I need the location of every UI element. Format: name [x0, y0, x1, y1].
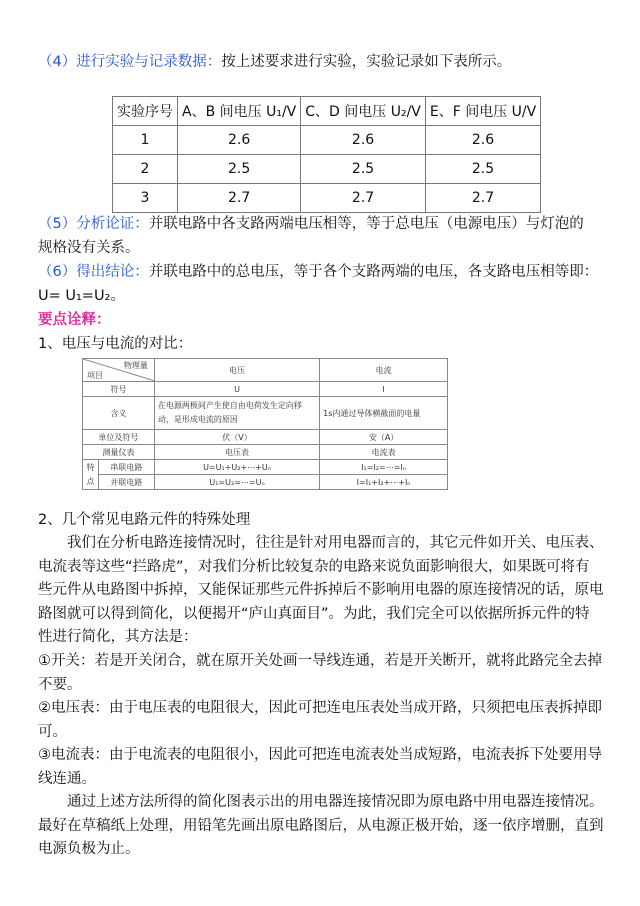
paragraph-1-text: 我们在分析电路连接情况时，往往是针对用电器而言的，其它元件如开关、电压表、电流表等这些“拦路虎”，对我们分析比较复杂的电路来说负面影响很大，如果既可将有些元件从电路图中拆掉，又能保证那些元件拆掉后不影响用电器的原连接情况的话，原电路图就可以得到简化，以便揭开“庐山真面目”。为此，我们完全可以依据所拆元件的特性进行简化，其方法是：: [38, 535, 604, 645]
voltage-current-comparison-table: [82, 358, 448, 490]
table-cell: 2.5: [301, 155, 426, 184]
paragraph-1: [38, 532, 604, 650]
table-cell: I₁=I₂=⋯=Iₙ: [320, 460, 448, 475]
step5-text: 并联电路中各支路两端电压相等，等于总电压（电源电压）与灯泡的: [148, 216, 584, 232]
paragraph-2: [38, 791, 604, 862]
table-row: [83, 445, 448, 460]
experiment-table: [112, 96, 541, 213]
table-row: [83, 475, 448, 490]
table-row: [83, 397, 448, 430]
paragraph-2-text: 通过上述方法所得的简化图表示出的用电器连接情况即为原电路中用电器连接情况。最好在草稿纸上处理，用铅笔先画出原电路图后，从电源正极开始，逐一依序增删，直到电源负极为止。: [38, 794, 604, 857]
step5-line: [38, 214, 584, 234]
table-cell: I: [320, 382, 448, 397]
table-header-row: [113, 97, 541, 126]
table-row: [113, 126, 541, 155]
table-row: [113, 184, 541, 213]
table-cell: U₁=U₂=⋯=Uₙ: [154, 475, 319, 490]
header-cell: C、D 间电压 U₂/V: [301, 97, 426, 126]
table-cell: 安（A）: [320, 430, 448, 445]
compare-header-row: [83, 359, 448, 382]
table-cell: 2.6: [425, 126, 540, 155]
section1-title: 1、电压与电流的对比：: [38, 336, 193, 352]
table-row: [113, 155, 541, 184]
item-switch: ①开关：若是开关闭合，就在原开关处画一导线连通，若是开关断开，就将此路完全去掉不要。: [38, 653, 602, 693]
table-cell: 2: [113, 155, 178, 184]
header-cell: 实验序号: [113, 97, 178, 126]
series-label: 串联电路: [98, 460, 154, 475]
table-cell: 3: [113, 184, 178, 213]
table-row: [83, 460, 448, 475]
table-cell: 2.7: [178, 184, 301, 213]
table-cell: 2.5: [178, 155, 301, 184]
row-label: 单位及符号: [83, 430, 155, 445]
step4-line: [38, 52, 511, 72]
parallel-label: 并联电路: [98, 475, 154, 490]
table-cell: 2.6: [178, 126, 301, 155]
table-cell: I=I₁+I₂+⋯+Iₙ: [320, 475, 448, 490]
table-cell: 1s内通过导体横截面的电量: [320, 397, 448, 430]
table-cell: 2.6: [301, 126, 426, 155]
table-cell: 电压表: [154, 445, 319, 460]
table-cell: 2.7: [425, 184, 540, 213]
voltage-column-header: 电压: [154, 359, 319, 382]
item-ammeter: ③电流表：由于电流表的电阻很小，因此可把连电流表处当成短路，电流表拆下处要用导线连通。: [38, 747, 602, 787]
header-cell: E、F 间电压 U/V: [425, 97, 540, 126]
step6-line: [38, 262, 598, 282]
header-cell: A、B 间电压 U₁/V: [178, 97, 301, 126]
corner-header-cell: [83, 359, 155, 382]
key-points-title: 要点诠释：: [38, 312, 111, 328]
step6-label: （6）得出结论：: [38, 264, 149, 280]
feature-label-1: 特: [83, 460, 99, 475]
section2-title: 2、几个常见电路元件的特殊处理: [38, 512, 251, 528]
table-cell: 2.5: [425, 155, 540, 184]
row-label: 含义: [83, 397, 155, 430]
row-label: 测量仪表: [83, 445, 155, 460]
table-cell: U=U₁+U₂+⋯+Uₙ: [154, 460, 319, 475]
corner-bottom-label: 项目: [87, 371, 103, 380]
step6-text: 并联电路中的总电压，等于各个支路两端的电压，各支路电压相等即：: [148, 264, 599, 280]
corner-top-label: 物理量: [123, 361, 148, 370]
table-row: [83, 430, 448, 445]
step5-line-2: 规格没有关系。: [38, 240, 140, 256]
table-cell: 1: [113, 126, 178, 155]
step5-label: （5）分析论证：: [38, 216, 149, 232]
table-cell: 在电源两极间产生使自由电荷发生定向移动，是形成电流的原因: [154, 397, 319, 430]
feature-label-2: 点: [83, 475, 99, 490]
row-label: 符号: [83, 382, 155, 397]
table-cell: 电流表: [320, 445, 448, 460]
table-row: [83, 382, 448, 397]
step6-formula: U= U₁=U₂。: [38, 288, 125, 304]
table-cell: 伏（V）: [154, 430, 319, 445]
table-cell: U: [154, 382, 319, 397]
step4-text: 按上述要求进行实验，实验记录如下表所示。: [221, 54, 512, 70]
step4-label: （4）进行实验与记录数据：: [38, 54, 222, 70]
item-voltmeter: ②电压表：由于电压表的电阻很大，因此可把连电压表处当成开路，只须把电压表拆掉即可。: [38, 700, 602, 740]
table-cell: 2.7: [301, 184, 426, 213]
current-column-header: 电流: [320, 359, 448, 382]
